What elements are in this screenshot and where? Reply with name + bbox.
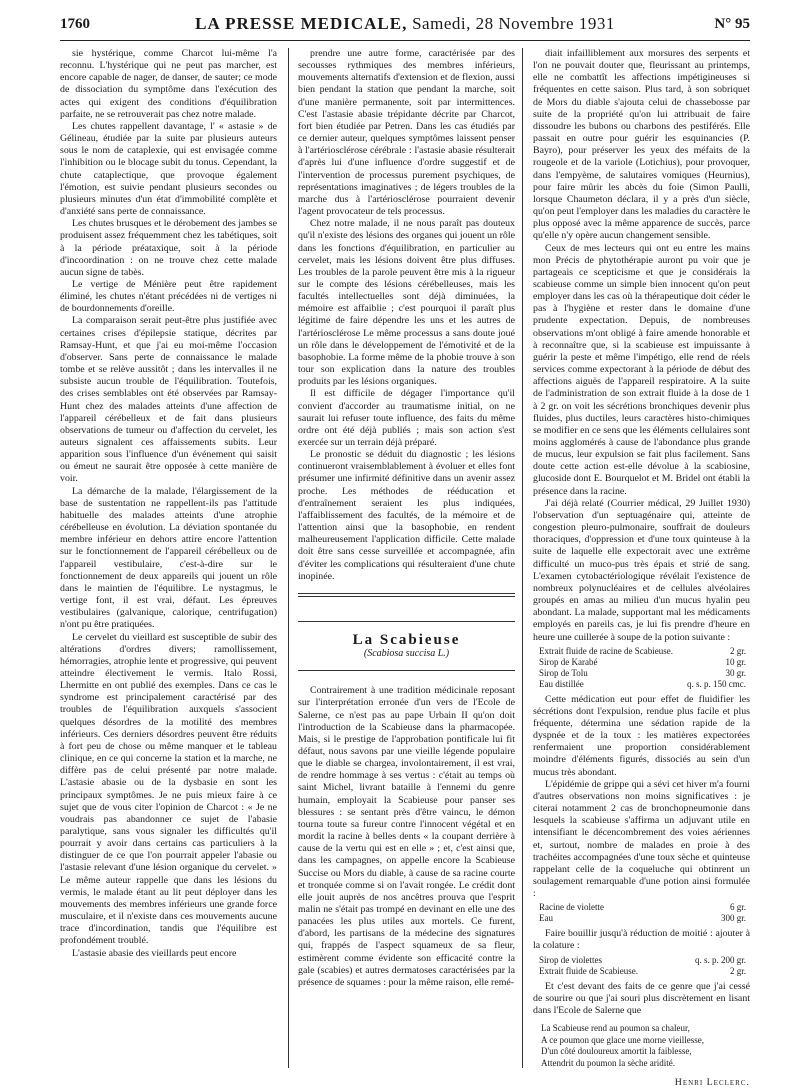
ingredient-name: Eau [539,913,553,924]
ingredient-name: Extrait fluide de racine de Scabieuse. [539,645,673,656]
journal-title: LA PRESSE MEDICALE, [195,14,408,33]
recipe-potion-1 [539,646,750,690]
ingredient-name: Racine de violette [539,902,604,913]
paragraph: Le pronostic se déduit du diagnostic ; les lésions continueront vraisemblablement à évoluer et elles font présumer une infirmité définitive dans un avenir assez proche. Les méthodes de rééducation et d'entraînement seraient les plus indiquées, l'affaiblissement des facultés, de la mémoire et de l'attention ainsi que la basophobie, en rendent malheureusement l'application difficile. Cette malade doit être sans cesse surveillée et accompagnée, afin d'éviter les complications qui résulteraient d'une chute inopinée. [298,449,515,582]
section-rule [298,593,515,597]
ingredient-quantity: 300 gr. [720,913,746,924]
column-2-bottom [298,685,515,989]
paragraph: diait infailliblement aux morsures des serpents et l'on ne pouvait douter que, fleurissant au printemps, elle ne combattît les affections impétigineuses si fréquentes en cette saison. Plus tard, à son sobriquet de Mors du diable s'ajouta celui de chassebosse par suite de la propriété qu'on lui attribuait de faire dissoudre les bubons ou charbons des pestiférés. Elle passait en outre pour guérir les esquinancies (P. Bayro), pour préserver les yeux des méfaits de la rougeole et de la variole (Lotichius), pour provoquer, dans l'empyème, de salutaires vomiques (Heurnius), pour faire mûrir les abcès du foie (Simon Paulli, lorsque Chaumeton déclara, il y a près d'un siècle, qu'on peut l'employer dans les maladies du caractère le plus opposé avec la même apparence de succès, parce qu'elle n'y opère aucun changement sensible. [533,48,750,242]
column-2 [298,48,515,1068]
issue-date: Samedi, 28 Novembre 1931 [412,14,615,33]
paragraph: Le cervelet du vieillard est susceptible de subir des altérations d'ordres divers; ramollissement, hémorragies, atrophie lente et progressive, qui peuvent atteindre électivement le vermis. Italo Rossi, Lhermitte en ont publié des exemples. Dans ce cas le syndrome est principalement caractérisé par des troubles de l'équilibration auxquels s'associent quelques désordres de la motilité des membres inférieurs. Ces derniers désordres peuvent être réduits à fort peu de chose ou même manquer et le tableau clinique, en ce qui concerne la station et la marche, ne diffère pas de celui présenté par notre malade. L'astasie abasie ou de la dysbasie en sont les principaux symptômes. Je ne puis mieux faire à ce sujet que de vous citer l'opinion de Charcot : « Je ne voudrais pas abandonner ce sujet de l'abasie paralytique, sans vous signaler les difficultés qu'il pourrait y avoir dans certains cas particuliers à la distinguer de ce que l'on pourrait appeler l'abasie ou l'astasie relevant d'une lésion organique du cervelet. » Le même auteur rappelle que dans les lésions du vermis, le malade étant au lit peut déployer dans les mouvements des membres inférieurs une grande force musculaire, et il n'existe dans ces mouvements aucune trace d'incordination, tandis que l'équilibre est profondément troublé. [60,631,277,947]
verse-line: La Scabieuse rend au poumon sa chaleur, [541,1023,690,1034]
ingredient-quantity: q. s. p. 150 cmc. [687,678,746,689]
recipe-line [539,646,750,657]
recipe-potion-2 [539,902,750,924]
column-3-top [533,48,750,644]
paragraph: J'ai déjà relaté (Courrier médical, 29 Juillet 1930) l'observation d'un septuagénaire qui, atteinte de congestion pleuro-pulmonaire, souffrait de douleurs thoraciques, d'oppression et d'une toux quinteuse à la suite de laquelle elle expectorait avec une extrême difficulté un muco-pus très épais et strié de sang. L'examen cytobactériologique révélait l'existence de nombreux polynucléaires et de cellules alvéolaires groupés en amas au milieu d'un mucus hyalin peu abondant. La malade, supportant mal les médicaments employés en pareils cas, je lui fis prendre d'heure en heure une cuillerée à soupe de la potion suivante : [533,497,750,643]
recipe-potion-3 [539,955,750,977]
recipe-line [539,657,750,668]
closing-paragraph: Et c'est devant des faits de ce genre que j'ai cessé de sourire ou que j'ai souri plus discrètement en lisant dans l'Ecole de Salerne que [533,980,750,1016]
recipe-line [539,913,750,924]
journal-line [60,14,750,34]
paragraph: Contrairement à une tradition médicinale reposant sur l'interprétation erronée d'un vers de l'Ecole de Salerne, ce n'est pas au pape Urbain II qu'on doit l'introduction de la Scabieuse dans la pharmacopée. Mais, si le prestige de l'approbation pontificale lui fit défaut, nous savons par une vieille légende populaire que le diable se chargea, involontairement, il est vrai, de rendre hommage à ses vertus : c'était au temps où saint Michel, livrant bataille à l'ennemi du genre humain, employait la Scabieuse pour panser ses blessures : se sentant près d'être vaincu, le démon tourna toute sa fureur contre l'innocent végétal et en mordit la racine à belles dents « la coupant derrière à cause de la vertu qui est en elle » ; et, c'est ainsi que, dans les campagnes, on appelle encore la Scabieuse Succise ou Mors du diable, à cause de sa racine courte et tronquée comme si on l'avait rongée. Le crédit dont elle jouit auprès de nos ancêtres prouva que l'esprit malin ne s'était pas trompé en devinant en elle une des panacées les plus utiles aux mortels. Ce furent, d'abord, les partisans de la médecine des signatures qui, frappés de l'aspect squameux de sa fleur, estimèrent comme évidente son efficacité contre la gale (scabies) et autres dermatoses caractérisées par la présence de squames : pour la même raison, elle remé- [298,685,515,988]
header-rule [60,40,750,41]
ingredient-name: Extrait fluide de Scabieuse. [539,965,638,976]
ingredient-quantity: 30 gr. [725,667,746,678]
verse-line: D'un côté douloureux amortit la faiblesse, [541,1046,692,1057]
ingredient-quantity: q. s. p. 200 gr. [694,954,746,965]
ingredient-name: Sirop de violettes [539,954,602,965]
page-header [60,14,750,36]
ingredient-quantity: 10 gr. [725,656,746,667]
ingredient-quantity: 2 gr. [729,645,746,656]
column-divider-2 [522,48,523,1068]
author-signature: Henri Leclerc. [674,1077,750,1089]
verse-line: Attendrit du poumon la sèche aridité. [541,1057,675,1068]
paragraph: La démarche de la malade, l'élargissement de la base de sustentation ne rappellent-ils pas l'attitude habituelle des malades atteints d'une atrophie cérébelleuse en évolution. La déviation spontanée du membre inférieur en dehors attire encore l'attention sur le fonctionnement de l'appareil cérébelleux ou de l'appareil vestibulaire, c'est-à-dire sur le fonctionnement de deux appareils qui jouent un rôle dans le maintien de l'équilibre. Le nystagmus, le vertige font, il est vrai, défaut. Les épreuves vestibulaires (galvanique, calorique, centrifugation) n'ont pu être pratiquées. [60,485,277,631]
paragraph: Chez notre malade, il ne nous paraît pas douteux qu'il n'existe des lésions des organes qui jouent un rôle dans les fonctions d'équilibration, en particulier au cervelet, mais les lésions doivent être plus diffuses. Les troubles de la parole peuvent être mis à la rigueur sur le compte des lésions cérébelleuses, mais les facultés intellectuelles sont déjà diminuées, la mémoire est affaiblie ; c'est pourquoi il paraît plus légitime de faire dépendre les uns et les autres de l'artériosclérose Le même processus a sans doute joué un rôle dans le développement de l'émotivité et de la basophobie. La forme même de la phobie trouve à son tour son explication dans la nature des troubles produits par les lésions organiques. [298,218,515,388]
section-title: La Scabieuse [352,631,461,648]
paragraph: Les chutes brusques et le dérobement des jambes se produisent assez fréquemment chez les tabétiques, soit à la période préataxique, soit à la période d'incoordination : on ne trouve chez cette malade aucun signe de tabès. [60,218,277,278]
column-3-middle [533,694,750,901]
column-1 [60,48,277,1068]
recipe-line [539,966,750,977]
column-divider-1 [288,48,289,1068]
recipe-line [539,955,750,966]
paragraph: prendre une autre forme, caractérisée par des secousses rythmiques des membres inférieurs, mouvements alternatifs d'extension et de flexion, aussi bien pendant la station que pendant la marche, soit d'une manière permanente, soit par intermittences. C'est l'astasie abasie trépidante décrite par Charcot, fort bien étudiée par Petren. Dans les cas étudiés par ce dernier auteur, quelques symptômes laissent penser à l'artériosclérose cérébrale : l'astasie abasie résulterait d'après lui d'une influence d'ordre suggestif et de l'intervention de processus purement psychiques, de représentations imaginatives ; de légers troubles de la marche dus à l'artériosclérose pourraient devenir l'agent provocateur de tels processus. [298,48,515,218]
recipe-line [539,679,750,690]
paragraph: Ceux de mes lecteurs qui ont eu entre les mains mon Précis de phytothérapie auront pu voir que je partageais ce scepticisme et que je considérais la scabieuse comme un simple bien innocent qu'on peut employer dans les cas où la thérapeutique doit céder le pas à l'hygiène et rester dans le domaine d'une prudente expectation. Depuis, de nombreuses observations m'ont obligé à faire amende honorable et à reconnaître que, si la scabieuse est impuissante à guérir la peste et même l'impétigo, elle rend de réels services comme expectorant à la période de début des affections aiguës de l'appareil respiratoire. A la suite de l'administration de son extrait fluide à la dose de 1 à 2 gr. on voit les sécrétions bronchiques devenir plus fluides, plus ductiles, leurs caractères histo-chimiques se modifier en ce sens que les éléments cellulaires sont moins agglomérés à cause de l'abondance plus grande de mucus, leur expulsion se fait plus facilement. Sans doute cette action est-elle dévolue à la scabiosine, glucoside dont E. Bourquelot et M. Bridel ont établi la présence dans la racine. [533,242,750,497]
paragraph: Les chutes rappellent davantage, l' « astasie » de Gélineau, étudiée par la suite par plusieurs auteurs sous le nom de cataplexie, qui est envisagée comme l'inhibition ou le blocage subit du tonus. Cependant, la chute cataplectique, que provoque également l'émotion, est suivie pendant plusieurs secondes ou plusieurs minutes d'un état d'immobilité complète et d'anxiété sans perte de connaissance. [60,120,277,218]
page-number: 1760 [60,16,90,32]
section-heading [298,621,515,671]
salerne-verse [541,1023,750,1069]
recipe-line [539,902,750,913]
recipe-line [539,668,750,679]
paragraph: L'astasie abasie des vieillards peut encore [72,947,237,959]
paragraph: Cette médication eut pour effet de fluidifier les sécrétions dont l'expulsion, rendue plus facile et plus fréquente, détermina une sédation rapide de la dyspnée et de la toux : les matières expectorées renfermaient une proportion considérablement moindre d'éléments figurés, dissociés au sein d'un mucus très abondant. [533,693,750,778]
column-2-top [298,48,515,583]
recipe-instruction: Faire bouillir jusqu'à réduction de moitié : ajouter à la colature : [533,928,750,952]
paragraph: sie hystérique, comme Charcot lui-même l'a reconnu. L'hystérique qui ne peut pas marcher, est encore capable de nager, de danser, de sauter; ce mode de dissociation du symptôme dans l'exécution des actes qui exigent des conditions d'équilibration parfaite, ne se retrouverait pas chez notre malade. [60,48,277,120]
column-3 [533,48,750,1089]
paragraph: La comparaison serait peut-être plus justifiée avec certaines crises d'épilepsie statique, décrites par Ramsay-Hunt, et que j'ai eu moi-même l'occasion d'observer. Sans perte de connaissance le malade tombe et se relève aussitôt ; dans les intervalles il ne subsiste aucun trouble de l'équilibration. Toutefois, des crises semblables ont été observées par Ramsay-Hunt chez des malades atteints d'une affection de l'appareil cérébelleux et de fait dans plusieurs observations de tumeur ou d'affection du cervelet, les auteurs signalent ces affaissements subits. Leur apparition sous l'influence d'un événement qui saisit ou émeut ne saurait être opposée à cette manière de voir. [60,315,277,485]
ingredient-name: Eau distillée [539,678,584,689]
ingredient-name: Sirop de Karabé [539,656,598,667]
paragraph: Il est difficile de dégager l'importance qu'il convient d'accorder au traumatisme initial, on ne saurait lui refuser toute influence, des faits du même ordre ont été déjà publiés ; mais son action s'est exercée sur un terrain déjà préparé. [298,388,515,448]
ingredient-quantity: 2 gr. [729,965,746,976]
verse-line: A ce poumon que glace une morne vieillesse, [541,1034,704,1045]
paragraph: Le vertige de Ménière peut être rapidement éliminé, les chutes n'étant précédées ni de vertiges ni de bourdonnements d'oreille. [60,278,277,315]
paragraph: L'épidémie de grippe qui a sévi cet hiver m'a fourni d'autres observations non moins significatives : je citerai notamment 2 cas de bronchopneumonie dans lesquels la scabieuse s'affirma un adjuvant utile en intensifiant le décencombrement des voies aériennes et, surtout, nombre de malades en proie à des trachéites accompagnées d'une toux sèche et quinteuse rappelant celle de la coqueluche qui obtinrent un soulagement remarquable d'une potion ainsi formulée : [533,778,750,900]
ingredient-name: Sirop de Tolu [539,667,588,678]
ingredient-quantity: 6 gr. [729,902,746,913]
issue-number: N° 95 [714,16,750,32]
section-subtitle: (Scabiosa succisa L.) [363,648,450,660]
